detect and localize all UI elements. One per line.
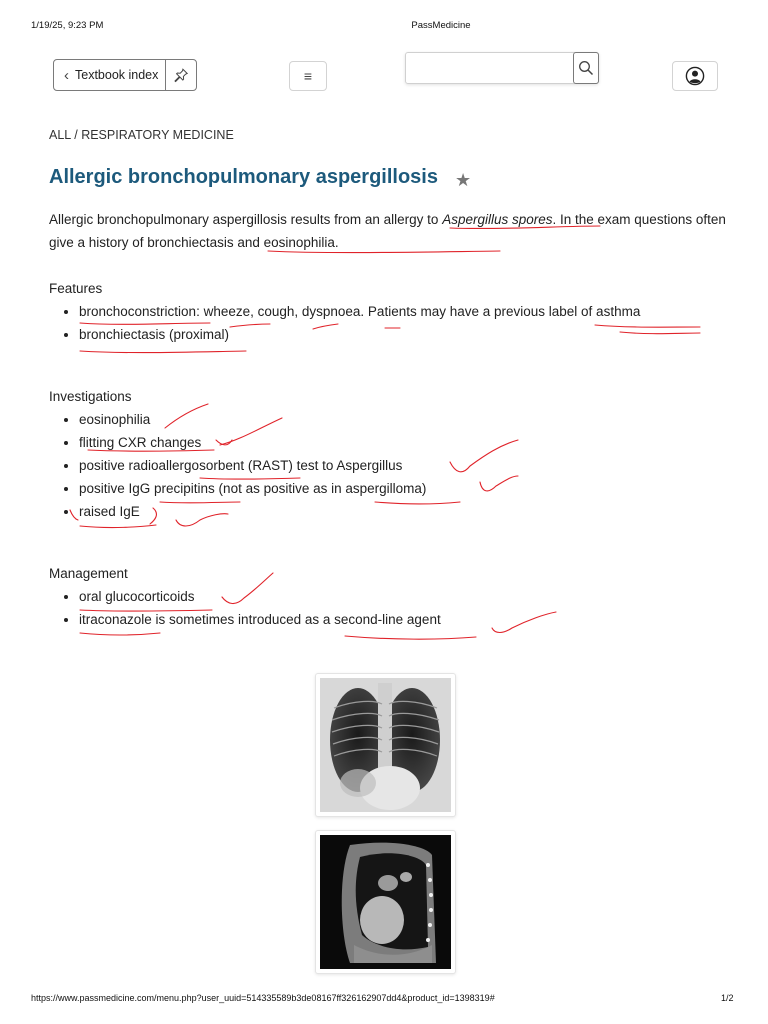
- list-item: • itraconazole is sometimes introduced as a second-line agent: [79, 608, 729, 631]
- search-input[interactable]: [406, 53, 573, 83]
- chest-xray-image: [320, 678, 451, 812]
- print-site-title: PassMedicine: [411, 20, 471, 31]
- features-list: [49, 300, 729, 346]
- management-list: [49, 585, 729, 631]
- print-date: 1/19/25, 9:23 PM: [31, 20, 104, 31]
- page-title: Allergic bronchopulmonary aspergillosis: [49, 166, 438, 188]
- favorite-star-icon[interactable]: ★: [455, 170, 472, 190]
- section-heading-investigations: Investigations: [49, 389, 132, 404]
- user-account-button[interactable]: [672, 61, 718, 91]
- ct-scan-image-card[interactable]: [315, 830, 456, 974]
- chest-xray-image-card[interactable]: [315, 673, 456, 817]
- intro-paragraph: [49, 208, 729, 254]
- intro-text-before: Allergic bronchopulmonary aspergillosis results from an allergy to: [49, 212, 443, 227]
- pin-icon: [173, 67, 189, 83]
- textbook-index-label: Textbook index: [75, 68, 159, 82]
- print-url: https://www.passmedicine.com/menu.php?user_uuid=514335589b3de08167ff326162907dd4&product_id=1398319#: [31, 993, 495, 1003]
- investigations-list: [49, 408, 729, 523]
- textbook-index-group: [53, 59, 197, 91]
- breadcrumb[interactable]: ALL / RESPIRATORY MEDICINE: [49, 128, 234, 142]
- list-item: • bronchoconstriction: wheeze, cough, dyspnoea. Patients may have a previous label of asthma: [79, 300, 729, 323]
- search-box: [405, 52, 599, 84]
- list-item: • positive IgG precipitins (not as positive as in aspergilloma): [79, 477, 729, 500]
- search-button[interactable]: [573, 52, 599, 84]
- menu-button[interactable]: [289, 61, 327, 91]
- ct-scan-image: [320, 835, 451, 969]
- article-content: [49, 208, 729, 631]
- list-item: • raised IgE: [79, 500, 729, 523]
- intro-italic: Aspergillus spores: [442, 212, 553, 227]
- print-page-number: 1/2: [721, 993, 734, 1003]
- list-item: • positive radioallergosorbent (RAST) test to Aspergillus: [79, 454, 729, 477]
- textbook-index-button[interactable]: [54, 60, 166, 90]
- pin-button[interactable]: [166, 60, 196, 90]
- search-icon: [578, 60, 594, 76]
- user-icon: [685, 66, 705, 86]
- list-item: • eosinophilia: [79, 408, 729, 431]
- list-item: • flitting CXR changes: [79, 431, 729, 454]
- section-heading-management: Management: [49, 566, 128, 581]
- intro-text-after: . In the exam questions often give a history of bronchiectasis and eosinophilia.: [49, 212, 726, 250]
- top-toolbar: [0, 52, 768, 102]
- list-item: • bronchiectasis (proximal): [79, 323, 729, 346]
- hamburger-icon: ≡: [303, 68, 313, 84]
- list-item: • oral glucocorticoids: [79, 585, 729, 608]
- chevron-left-icon: ‹: [64, 66, 69, 84]
- section-heading-features: Features: [49, 281, 103, 296]
